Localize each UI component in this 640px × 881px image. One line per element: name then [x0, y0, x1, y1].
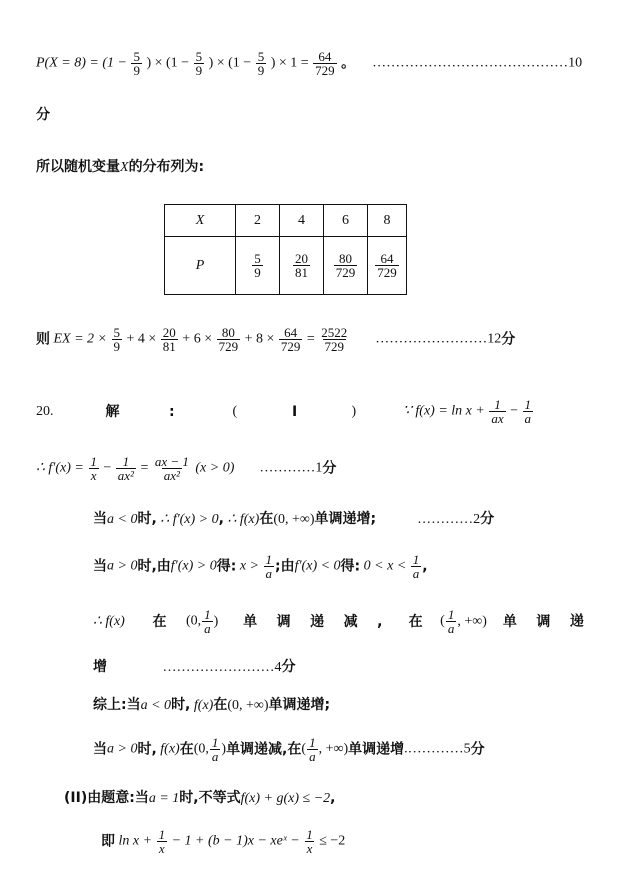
- distribution-table: [164, 204, 407, 295]
- math-text: f(x): [160, 741, 180, 757]
- text: 调: [276, 613, 291, 630]
- fraction: $\frac{1}{a}$: [412, 552, 420, 581]
- fraction: $\frac{2522}{729}$: [321, 325, 348, 354]
- math-text: ∴ f′(x) =: [36, 460, 84, 476]
- text: ,: [218, 511, 224, 527]
- text: 当: [93, 558, 107, 575]
- text: 在: [152, 613, 167, 630]
- score-dots: …………2: [417, 512, 481, 527]
- probability-line: [36, 50, 582, 77]
- math-text: ) × (1 −: [146, 55, 190, 71]
- dist-intro: [36, 160, 204, 175]
- math-text: a < 0: [107, 512, 138, 527]
- math-text: ∵ f(x) = ln x +: [403, 403, 485, 419]
- text: (II)由题意:当: [64, 790, 149, 806]
- jie-label: 解: [105, 403, 120, 420]
- math-text: =: [140, 460, 149, 476]
- fen-label: 分: [470, 741, 485, 758]
- text: 递: [310, 613, 325, 630]
- fen-label: 分: [36, 107, 50, 123]
- text: 得:: [340, 558, 361, 575]
- math-text: − 1 + (b − 1)x − xeˣ −: [171, 833, 300, 849]
- zeng-line: [93, 660, 296, 675]
- case-a-positive: [93, 553, 428, 580]
- text: ,: [422, 558, 428, 575]
- text: 得:: [216, 558, 237, 575]
- math-text: ∴ f(x): [227, 512, 260, 527]
- math-text: 0 < x <: [363, 558, 407, 574]
- text: 单调递增;: [268, 697, 331, 713]
- inequality-line: [101, 828, 345, 855]
- table-cell: 8: [368, 205, 407, 237]
- fraction: $\frac{1}{a}$: [265, 552, 272, 581]
- fraction: $\frac{1}{\text{ax²}}$: [117, 454, 134, 483]
- question-number: 20.: [36, 403, 54, 419]
- math-text: a = 1: [148, 791, 180, 806]
- fraction: $\frac{1}{a}$: [309, 735, 316, 764]
- math-text: ln x +: [118, 833, 153, 849]
- fraction: $\frac{5}{9}$: [254, 251, 261, 280]
- fraction: $\frac{64}{729}$: [280, 325, 301, 354]
- math-text: ) × (1 −: [208, 55, 252, 71]
- math-text: (0,: [186, 613, 202, 629]
- table-cell: [236, 237, 280, 295]
- text: 减: [343, 613, 358, 630]
- text: 单调递增;: [314, 511, 377, 527]
- math-text: f(x) + g(x) ≤ −2: [240, 791, 331, 806]
- text: 时,: [171, 697, 191, 713]
- text: 单调递减,在: [226, 741, 302, 758]
- text: 当: [93, 741, 107, 758]
- text: 即: [101, 833, 115, 850]
- fraction: $\frac{64}{729}$: [377, 251, 397, 280]
- paren: (: [232, 403, 238, 419]
- table-cell: [280, 237, 324, 295]
- score-dots: ……………………………………10: [372, 55, 583, 71]
- table-cell: [368, 237, 407, 295]
- fraction: $\frac{1}{x}$: [90, 454, 97, 483]
- dist-intro-text: 所以随机变量: [36, 159, 120, 175]
- table-cell: X: [165, 205, 236, 237]
- text: 调: [536, 613, 551, 630]
- math-text: (: [301, 741, 307, 757]
- monotonic-line: [93, 608, 584, 635]
- math-text: ): [221, 741, 227, 757]
- text: 时,: [137, 511, 157, 527]
- math-text: (x > 0): [195, 460, 235, 476]
- part-two-line: [64, 791, 335, 806]
- table-cell: 6: [324, 205, 368, 237]
- text: 综上:当: [93, 697, 141, 713]
- text: 时,: [137, 741, 157, 758]
- text: ;由: [275, 558, 295, 575]
- math-text: f′(x) > 0: [170, 558, 217, 574]
- fraction: $\frac{1}{x}$: [306, 827, 313, 856]
- text: 单: [502, 613, 517, 630]
- prob-lhs: P(X = 8) = (1 −: [36, 55, 127, 71]
- table-cell: 2: [236, 205, 280, 237]
- fraction: $\frac{20}{81}$: [162, 325, 176, 354]
- text: 当: [93, 511, 107, 527]
- fraction: $\frac{1}{a}$: [211, 735, 219, 764]
- fen-label: 分: [501, 331, 516, 348]
- math-text: + 6 ×: [182, 331, 213, 347]
- table-cell: P: [165, 237, 236, 295]
- text: 单调递增: [348, 741, 405, 758]
- text: 递: [569, 613, 584, 630]
- math-text: + 8 ×: [244, 331, 275, 347]
- table-row: [165, 237, 407, 295]
- expectation-line: [36, 326, 515, 353]
- math-text: f(x): [193, 698, 214, 713]
- math-text: ≤ −2: [319, 833, 346, 849]
- table-row: [165, 205, 407, 237]
- fraction: $\frac{5}{9}$: [133, 49, 140, 78]
- summary-line-1: [93, 698, 330, 713]
- math-text: (0, +∞): [273, 512, 315, 527]
- period: 。: [341, 55, 356, 72]
- math-text: a > 0: [107, 558, 138, 574]
- fen-label: 分: [480, 511, 495, 527]
- fraction: $\frac{1}{a}$: [447, 607, 455, 636]
- fraction: $\frac{5}{9}$: [113, 325, 120, 354]
- fraction: $\frac{80}{729}$: [335, 251, 356, 280]
- text: 在: [259, 511, 274, 527]
- q20-line: [36, 398, 534, 425]
- text: 在: [179, 741, 194, 758]
- math-text: , +∞): [457, 613, 487, 629]
- fraction: $\frac{1}{a}$: [204, 607, 211, 636]
- text: 在: [408, 613, 423, 630]
- fraction: $\frac{1}{a}$: [524, 397, 532, 426]
- math-text: a < 0: [140, 698, 172, 713]
- math-text: + 4 ×: [126, 331, 157, 347]
- math-text: =: [306, 331, 315, 347]
- roman-numeral: I: [292, 403, 298, 420]
- math-text: −: [103, 460, 112, 476]
- var-x: X: [120, 160, 129, 175]
- math-text: ) × 1 =: [270, 55, 309, 71]
- fraction: $\frac{64}{729}$: [315, 49, 335, 78]
- text: ,: [330, 790, 336, 806]
- text: 增: [93, 659, 107, 675]
- math-text: EX = 2 ×: [53, 331, 107, 347]
- math-text: f′(x) < 0: [294, 558, 341, 574]
- fraction: $\frac{5}{9}$: [257, 49, 265, 78]
- math-text: , +∞): [318, 741, 349, 757]
- fraction: $\frac{20}{81}$: [295, 251, 308, 280]
- table-cell: 4: [280, 205, 324, 237]
- math-text: (: [440, 613, 445, 629]
- math-text: (0, +∞): [227, 698, 269, 713]
- text: 时,由: [137, 558, 171, 575]
- score-dots: .…………5: [404, 741, 471, 757]
- score-dots: ……………………4: [162, 660, 282, 675]
- fraction: $\frac{1}{ax}$: [491, 397, 504, 426]
- math-text: a > 0: [107, 741, 138, 757]
- ze-label: 则: [36, 331, 50, 348]
- derivative-line: [36, 455, 336, 482]
- score-dots: …………1: [259, 460, 323, 476]
- paren: ): [351, 403, 357, 419]
- math-text: −: [510, 403, 519, 419]
- text: 在: [213, 697, 228, 713]
- math-text: ∴ f(x): [93, 613, 125, 629]
- table-cell: [324, 237, 368, 295]
- colon: :: [169, 403, 175, 420]
- score-dots: ……………………12: [375, 331, 502, 347]
- dist-intro-text: 的分布列为:: [128, 159, 205, 175]
- summary-line-2: [93, 736, 485, 763]
- case-a-negative: [93, 512, 494, 527]
- fraction: $\frac{ax - 1}{\text{ax²}}$: [154, 454, 189, 483]
- text: ,: [377, 613, 383, 630]
- fraction: $\frac{80}{729}$: [218, 325, 239, 354]
- fen-label: 分: [322, 460, 337, 477]
- fraction: $\frac{1}{x}$: [158, 827, 166, 856]
- math-text: (0,: [193, 741, 209, 757]
- fraction: $\frac{5}{9}$: [195, 49, 203, 78]
- fen-label: 分: [281, 659, 296, 675]
- text: 单: [243, 613, 258, 630]
- math-text: ): [213, 613, 219, 629]
- math-text: x >: [239, 558, 259, 574]
- math-text: ∴ f′(x) > 0: [160, 512, 219, 527]
- text: 时,不等式: [179, 790, 241, 806]
